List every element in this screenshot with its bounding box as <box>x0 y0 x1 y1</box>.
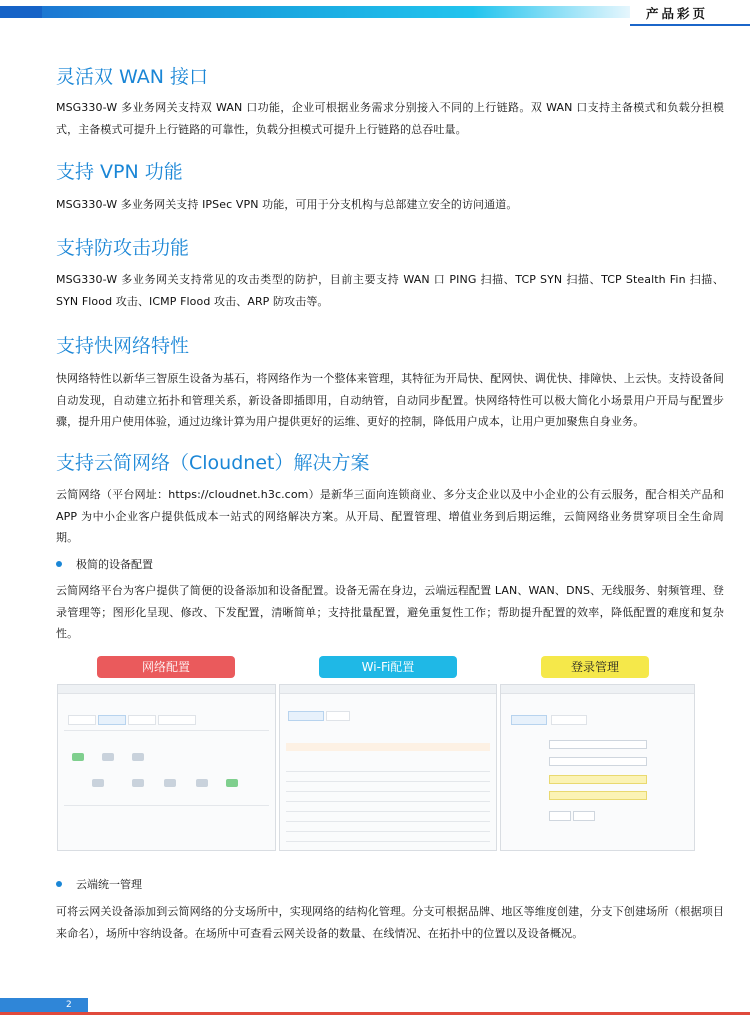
section-title-vpn: 支持 VPN 功能 <box>56 161 183 183</box>
pill-network-config: 网络配置 <box>97 656 235 678</box>
screenshot-network-config <box>57 684 276 851</box>
table-row-line <box>286 841 490 842</box>
section-title-attack: 支持防攻击功能 <box>56 237 190 259</box>
bullet-cloud-management <box>56 876 142 892</box>
panel-divider <box>64 730 269 731</box>
device-icon <box>102 753 114 761</box>
device-icon <box>196 779 208 787</box>
section-body-vpn: MSG330-W 多业务网关支持 IPSec VPN 功能，可用于分支机构与总部建立安全的访问通道。 <box>56 198 518 211</box>
section-body-fastnet: 快网络特性以新华三智原生设备为基石，将网络作为一个整体来管理，其特征为开局快、配网快、调优快、排障快、上云快。支持设备间自动发现，自动建立拓扑和管理关系，新设备即插即用，自动纳管，自动同步配置。快网络特性可以极大简化小场景用户开局与配置步骤，提升用户使用体验，通过边缘计算为用户提供更好的运维、更好的控制，降低用户成本，让用户更加聚焦自身业务。 <box>56 372 724 428</box>
table-row-line <box>286 781 490 782</box>
page-number: 2 <box>66 1000 72 1010</box>
panel-tab <box>158 715 196 725</box>
panel-tab <box>68 715 96 725</box>
section-body-wan: MSG330-W 多业务网关支持双 WAN 口功能，企业可根据业务需求分别接入不同的上行链路。双 WAN 口支持主备模式和负载分担模式，主备模式可提升上行链路的可靠性，负载分担模式可提升上行链路的总吞吐量。 <box>56 101 724 136</box>
panel-button <box>549 811 571 821</box>
input-box <box>549 757 647 766</box>
device-icon <box>132 779 144 787</box>
panel-tab-active <box>511 715 547 725</box>
panel-tab <box>128 715 156 725</box>
section-body-cloudnet: 云简网络（平台网址：https://cloudnet.h3c.com）是新华三面向连锁商业、多分支企业以及中小企业的公有云服务，配合相关产品和 APP 为中小企业客户提供低成本一站式的网络解决方案。从开局、配置管理、增值业务到后期运维，云简网络业务贯穿项目全生命周期。 <box>56 488 724 544</box>
panel-tab-active <box>288 711 324 721</box>
screenshot-wifi-config <box>279 684 497 851</box>
table-row-line <box>286 771 490 772</box>
device-icon <box>164 779 176 787</box>
header-accent-block <box>0 6 42 18</box>
screenshot-login-management <box>500 684 695 851</box>
input-box-highlighted <box>549 791 647 800</box>
header-label: 产品彩页 <box>646 6 709 21</box>
bullet-device-config <box>56 556 153 572</box>
input-box <box>549 740 647 749</box>
bullet-body-cloud-management: 可将云网关设备添加到云简网络的分支场所中，实现网络的结构化管理。分支可根据品牌、地区等维度创建，分支下创建场所（根据项目来命名），场所中容纳设备。在场所中可查看云网关设备的数量、在线情况、在拓扑中的位置以及设备概况。 <box>56 905 724 940</box>
bullet-dot-icon <box>56 561 62 567</box>
section-body-attack: MSG330-W 多业务网关支持常见的攻击类型的防护，目前主要支持 WAN 口 PING 扫描、TCP SYN 扫描、TCP Stealth Fin 扫描、SYN Flood 攻击、ICMP Flood 攻击、ARP 防攻击等。 <box>56 273 724 308</box>
section-title-fastnet: 支持快网络特性 <box>56 335 190 357</box>
panel-tab <box>551 715 587 725</box>
panel-divider <box>64 805 269 806</box>
panel-titlebar <box>280 685 496 694</box>
panel-tab-active <box>98 715 126 725</box>
footer-rule <box>0 1012 750 1015</box>
table-row-line <box>286 821 490 822</box>
panel-tab <box>326 711 350 721</box>
device-icon <box>92 779 104 787</box>
device-icon <box>72 753 84 761</box>
bullet-label: 云端统一管理 <box>76 878 142 891</box>
bullet-dot-icon <box>56 881 62 887</box>
bullet-label: 极简的设备配置 <box>76 558 153 571</box>
pill-wifi-config: Wi-Fi配置 <box>319 656 457 678</box>
pill-login-management: 登录管理 <box>541 656 649 678</box>
section-title-wan: 灵活双 WAN 接口 <box>56 66 209 88</box>
header-gradient-bar <box>0 6 630 18</box>
panel-button <box>573 811 595 821</box>
panel-titlebar <box>58 685 275 694</box>
table-row-line <box>286 831 490 832</box>
panel-notice <box>286 743 490 751</box>
bullet-body-device-config: 云简网络平台为客户提供了简便的设备添加和设备配置。设备无需在身边，云端远程配置 LAN、WAN、DNS、无线服务、射频管理、登录管理等；图形化呈现、修改、下发配置，清晰简单；支持批量配置，避免重复性工作；帮助提升配置的效率，降低配置的难度和复杂性。 <box>56 584 724 640</box>
panel-titlebar <box>501 685 694 694</box>
table-row-line <box>286 801 490 802</box>
footer-page-block <box>0 998 88 1012</box>
header-rule <box>630 24 750 26</box>
table-row-line <box>286 811 490 812</box>
table-row-line <box>286 791 490 792</box>
section-title-cloudnet: 支持云简网络（Cloudnet）解决方案 <box>56 452 370 474</box>
device-icon <box>132 753 144 761</box>
input-box-highlighted <box>549 775 647 784</box>
device-icon <box>226 779 238 787</box>
